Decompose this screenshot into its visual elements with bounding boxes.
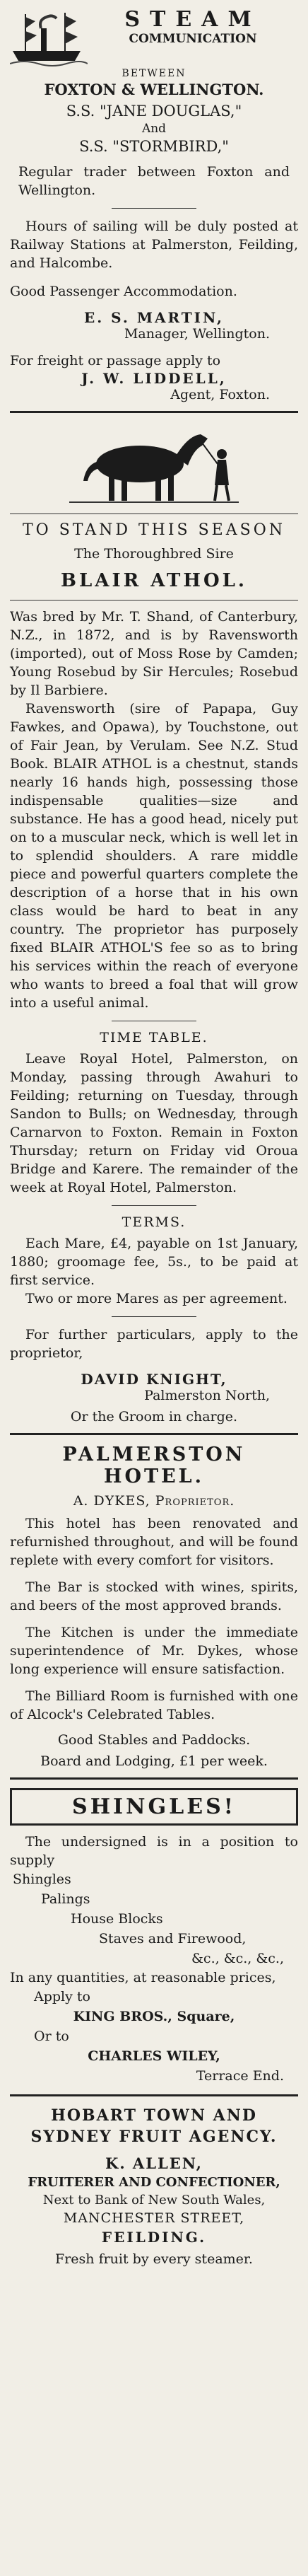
hotel-kitchen-text: The Kitchen is under the immediate superintendence of Mr. Dykes, whose long experience will ensure satisfaction. [10,1625,298,1677]
shingles-item-3: House Blocks [71,1911,163,1927]
agent-liddell-role: Agent, Foxton. [170,387,270,402]
shingles-seller-king: KING BROS., Square, [73,2009,235,2024]
freight-text: For freight or passage apply to [10,353,221,369]
terms-heading: TERMS. [122,1214,186,1230]
accommodation-text: Good Passenger Accommodation. [10,284,237,299]
hotel-advertisement [10,1444,298,1769]
pedigree-text: Was bred by Mr. T. Shand, of Canterbury, N.Z., in 1872, and is by Ravensworth (imported), out of Moss Rose by Camden; Young Rosebud by Sir Hercules; Rosebud by Il Barbiere. [10,609,298,698]
terms-extra-text: Two or more Mares as per agreement. [25,1291,288,1306]
timetable-text: Leave Royal Hotel, Palmerston, on Monday, passing through Awahuri to Feilding; returning on Tuesday, through Sandon to Bulls; on Wednesday, through Carnarvon to Foxton. Remain in Foxton Thursday; return on Friday vid Oroua Bridge and Karere. The remainder of the week at Royal Hotel, Palmerston. [10,1051,298,1195]
sire-label: The Thoroughbred Sire [74,546,234,562]
steam-title: STEAM [124,7,261,32]
hotel-billiard-text: The Billiard Room is furnished with one of Alcock's Celebrated Tables. [10,1688,298,1722]
shingles-intro: The undersigned is in a position to supply [10,1834,298,1868]
ship-one: S.S. "JANE DOUGLAS," [66,103,242,120]
description-text: Ravensworth (sire of Papapa, Guy Fawkes, and Opawa), by Touchstone, out of Fair Jean, by Verulam. See N.Z. Stud Book. BLAIR ATHOL is a chestnut, stands nearly 16 hands high, possessing those indispensable qualities—size and substance. He has a good head, nicely put on to a muscular neck, which is well let in to splendid shoulders. A rare middle piece and powerful quarters complete the description of a horse that in his own class would be hard to beat in any country. The proprietor has purposely fixed BLAIR ATHOL'S fee so as to bring his services within the reach of everyone who wants to breed a foal that will grow into a useful animal. [10,701,298,1011]
hobart-owner: K. ALLEN, [105,2154,203,2172]
shingles-or: Or to [34,2029,69,2044]
hotel-renovated-text: This hotel has been renovated and refurnished throughout, and will be found replete with every comfort for visitors. [10,1516,298,1568]
shingles-quantity-text: In any quantities, at reasonable prices, [10,1970,276,1985]
steam-advertisement [10,0,298,402]
shingles-item-4: Staves and Firewood, [99,1931,247,1946]
horse-name: BLAIR ATHOL. [61,570,247,591]
hobart-trade: FRUITERER AND CONFECTIONER, [28,2175,280,2190]
between-label: BETWEEN [122,68,186,79]
shingles-title: SHINGLES! [10,1788,298,1826]
agent-martin-role: Manager, Wellington. [124,326,270,342]
blair-athol-advertisement [10,422,298,1425]
steamship-icon [10,7,88,68]
stand-heading: TO STAND THIS SEASON [22,521,285,539]
sailing-hours-text: Hours of sailing will be duly posted at Railway Stations at Palmerston, Feilding, and Halcombe. [10,219,298,271]
hobart-title: HOBART TOWN AND SYDNEY FRUIT AGENCY. [30,2106,278,2146]
shingles-item-1: Shingles [13,1872,71,1887]
communication-title: COMMUNICATION [129,32,257,46]
hotel-board-text: Board and Lodging, £1 per week. [40,1753,268,1769]
hotel-proprietor: A. DYKES, Proprietor. [73,1493,235,1509]
shingles-apply: Apply to [34,1989,90,2004]
agent-martin: E. S. MARTIN, [84,309,224,326]
shingles-item-2: Palings [41,1891,90,1907]
hotel-bar-text: The Bar is stocked with wines, spirits, and beers of the most approved brands. [10,1579,298,1613]
horse-icon [62,422,246,506]
hotel-stables-text: Good Stables and Paddocks. [57,1732,251,1748]
timetable-heading: TIME TABLE. [100,1030,208,1045]
shingles-etc: &c., &c., &c., [191,1951,284,1966]
agent-liddell: J. W. LIDDELL, [81,370,227,387]
trader-text: Regular trader between Foxton and Wellington. [18,164,290,198]
hobart-fresh-fruit: Fresh fruit by every steamer. [55,2251,253,2267]
owner-place: Palmerston North, [144,1388,270,1403]
and-label: And [141,122,167,136]
hobart-location: Next to Bank of New South Wales, [42,2193,266,2207]
hotel-title: PALMERSTON HOTEL. [62,1444,246,1487]
hobart-street: MANCHESTER STREET, [63,2210,245,2226]
hobart-town: FEILDING. [101,2229,207,2246]
ship-two: S.S. "STORMBIRD," [79,138,229,155]
route-title: FOXTON & WELLINGTON. [44,81,264,98]
groom-text: Or the Groom in charge. [70,1409,238,1425]
shingles-seller-place: Terrace End. [196,2068,284,2084]
shingles-seller-wiley: CHARLES WILEY, [88,2048,220,2064]
shingles-advertisement [10,1788,298,2086]
further-text: For further particulars, apply to the proprietor, [10,1327,298,1361]
hobart-fruit-advertisement [10,2105,298,2267]
owner-name: DAVID KNIGHT, [81,1371,227,1388]
terms-text: Each Mare, £4, payable on 1st January, 1880; groomage fee, 5s., to be paid at first service. [10,1236,298,1288]
